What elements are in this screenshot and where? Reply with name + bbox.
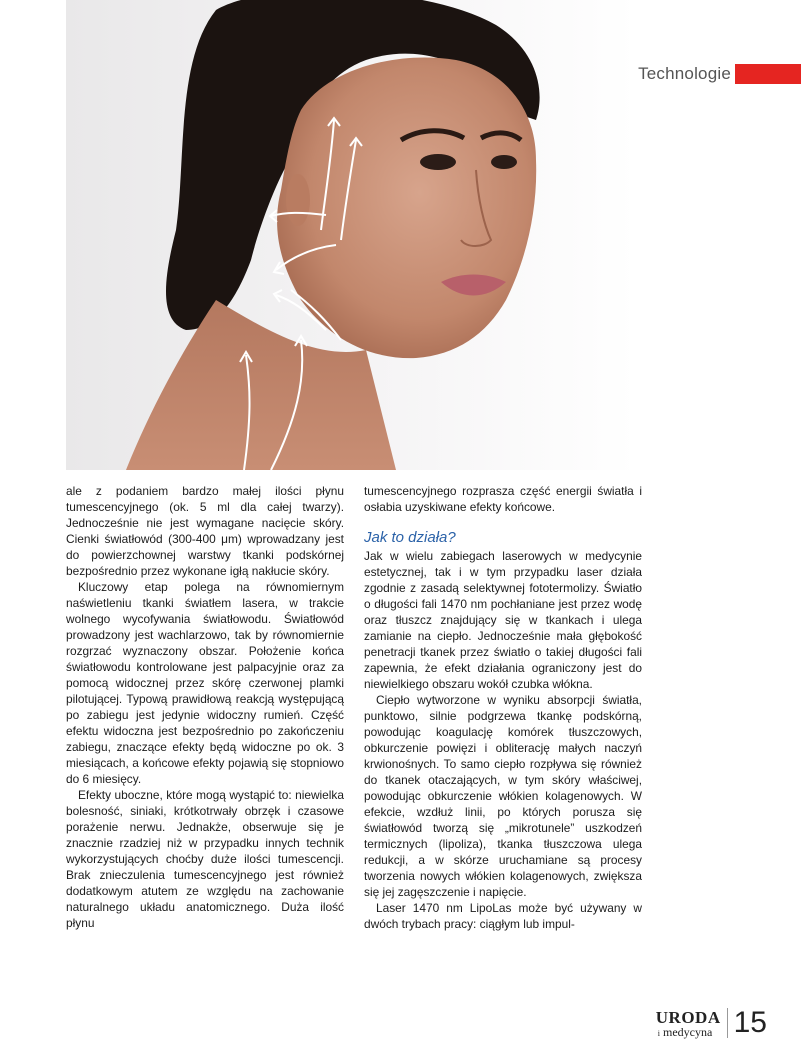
left-column xyxy=(66,483,344,931)
paragraph: ale z podaniem bardzo małej ilości płynu tumescencyjnego (ok. 5 ml dla całej twarzy). Jednocześnie nie jest wymagane nacięcie skóry. Cienki światłowód (300-400 μm) wprowadzany jest do powierzchownej warstwy tkanki podskórnej bezpośrednio przez wykonane igłą nakłucie skóry. xyxy=(66,484,344,578)
page-footer xyxy=(656,1006,767,1040)
paragraph: Ciepło wytworzone w wyniku absorpcji światła, punktowo, silnie podgrzewa tkankę podskórną, powodując koagulację komórek tłuszczowych, obkurczenie powięzi i obliterację małych naczyń krwionośnych. To samo ciepło rozpływa się również do tkanek otaczających, w tym skóry właściwej, powodując obkurczenie włókien kolagenowych. W efekcie, wzdłuż linii, po których porusza się światłowód tworzą się „mikrotunele” uszkodzeń termicznych (lipoliza), tkanka tłuszczowa ulega redukcji, a w skórze uruchamiane są procesy tworzenia nowych włókien kolagenowych, zwiększa się jej zagęszczenie i napięcie. xyxy=(364,693,642,899)
section-tag xyxy=(638,64,801,84)
paragraph: Laser 1470 nm LipoLas może być używany w dwóch trybach pracy: ciągłym lub impul- xyxy=(364,901,642,931)
right-column xyxy=(364,483,642,932)
face-illustration xyxy=(66,0,637,470)
paragraph: Kluczowy etap polega na równomiernym naświetleniu tkanki światłem lasera, w trakcie wolnego wycofywania światłowodu. Światłowód prowadzony jest wachlarzowo, tak by równomiernie rozgrzać wyznaczony obszar. Położenie końca światłowodu kontrolowane jest palpacyjnie oraz za pomocą widocznej przez skórę czerwonej plamki pilotującej. Typową prawidłową reakcją występującą po zabiegu jest jedynie widoczny rumień. Część efektu widoczna jest bezpośrednio po zakończeniu zabiegu, znaczące efekty będą widoczne po ok. 3 miesiącach, a końcowe efekty pojawią się stopniowo do 6 miesięcy. xyxy=(66,580,344,786)
page-number: 15 xyxy=(727,1008,767,1038)
hero-photo xyxy=(66,0,637,470)
section-accent-bar xyxy=(735,64,801,84)
brand-main: URODA xyxy=(655,1007,721,1027)
section-heading: Jak to działa? xyxy=(364,529,456,546)
brand-sub: i medycyna xyxy=(657,1024,713,1039)
magazine-logo xyxy=(656,1009,721,1038)
paragraph: Jak w wielu zabiegach laserowych w medycynie estetycznej, tak i w tym przypadku laser działa zgodnie z zasadą selektywnej fototermolizy. Światło o długości fali 1470 nm pochłaniane jest przez wodę oraz tłuszcz znajdujący się w tkankach i ulega zamianie na ciepło. Jednocześnie mała głębokość penetracji tkanek przez światło o takiej długości fali zapewnia, że efekt działania ograniczony jest do niewielkiego obszaru wokół czubka włókna. xyxy=(364,549,642,691)
paragraph: tumescencyjnego rozprasza część energii światła i osłabia uzyskiwane efekty końcowe. xyxy=(364,484,642,514)
section-label: Technologie xyxy=(638,64,731,83)
paragraph: Efekty uboczne, które mogą wystąpić to: niewielka bolesność, siniaki, krótkotrwały obrzęk i czasowe porażenie nerwu. Jednakże, obserwuje się je znacznie rzadziej niż w przypadku innych technik wykorzystujących choćby duże ilości tumescencji. Brak znieczulenia tumescencyjnego jest również dodatkowym atutem ze względu na zachowanie naturalnego układu anatomicznego. Duża ilość płynu xyxy=(66,788,344,930)
